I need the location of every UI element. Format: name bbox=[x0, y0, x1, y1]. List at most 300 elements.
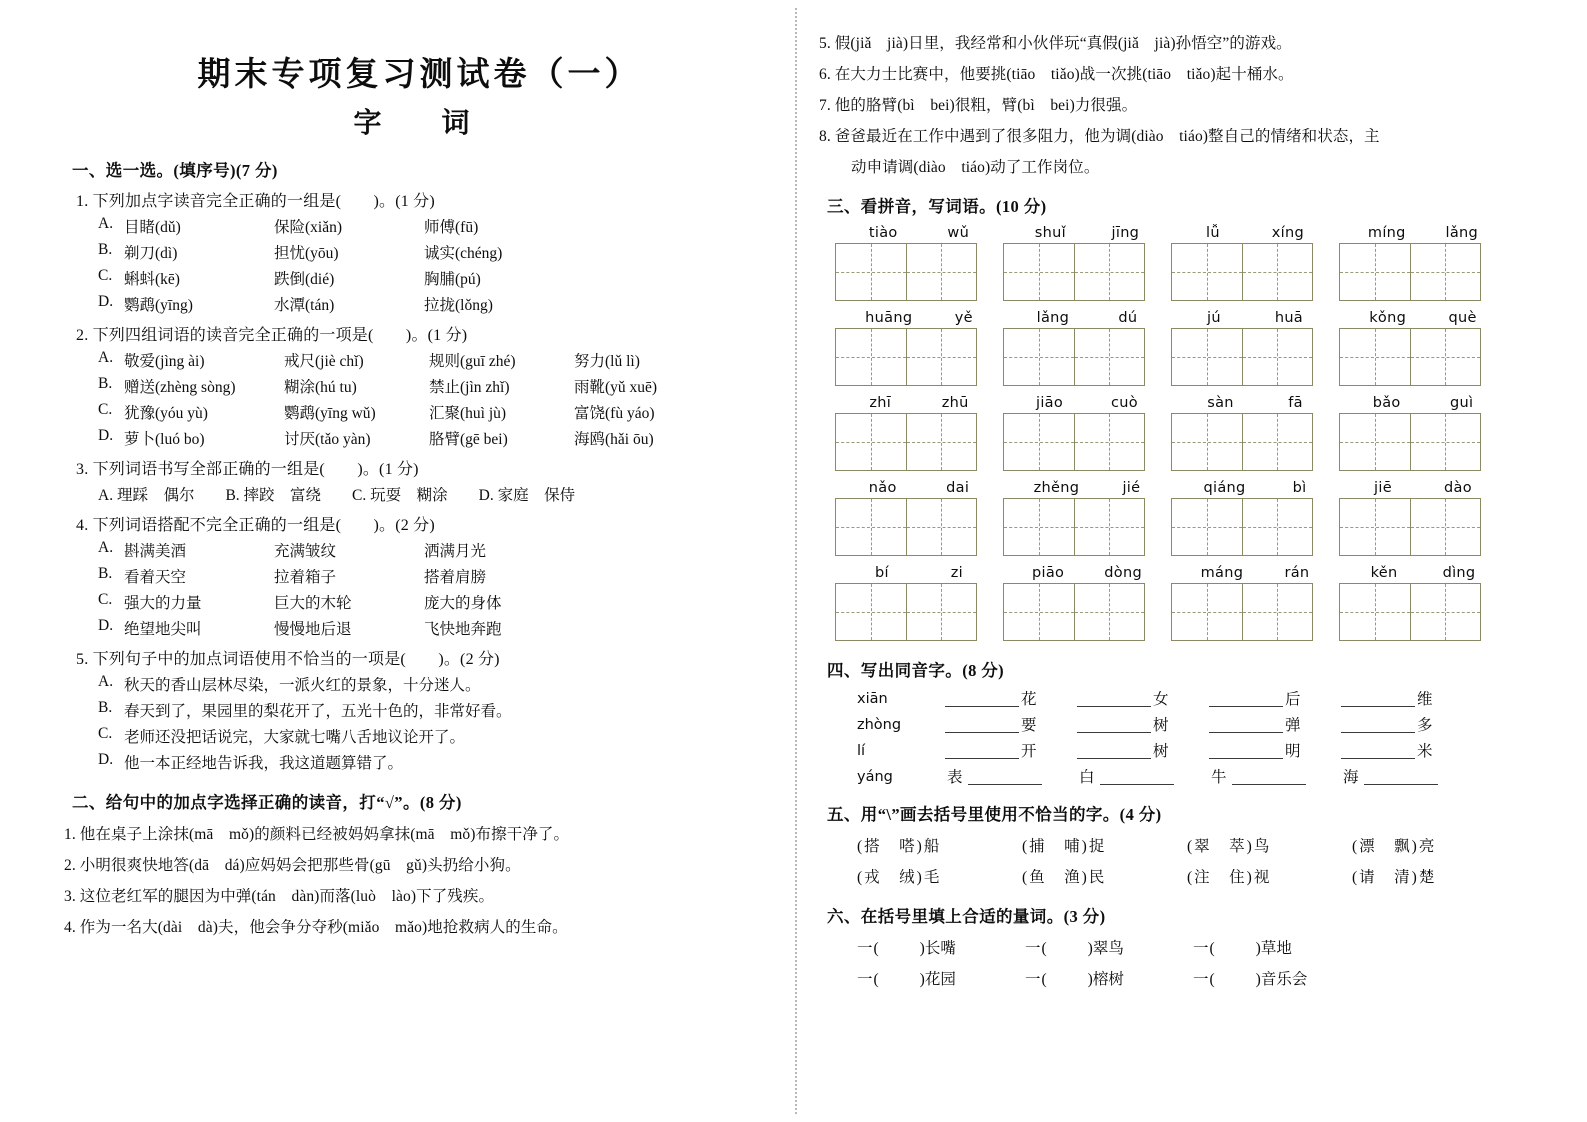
section-2-items-cont bbox=[817, 31, 1517, 177]
measure-word-cell[interactable] bbox=[1025, 936, 1193, 958]
character-box-pair[interactable] bbox=[1171, 583, 1313, 641]
homophone-pinyin: yáng bbox=[857, 769, 893, 785]
option-cell: 担忧(yōu) bbox=[274, 245, 339, 262]
measure-word-rows bbox=[817, 936, 1517, 989]
character-box[interactable] bbox=[1340, 414, 1410, 470]
pinyin-grid-item bbox=[1339, 565, 1507, 641]
character-box[interactable] bbox=[906, 584, 977, 640]
homophone-char: 明 bbox=[1285, 742, 1301, 760]
answer-blank[interactable] bbox=[1341, 741, 1415, 759]
strike-choice-cell[interactable] bbox=[857, 865, 1022, 887]
character-box[interactable] bbox=[1340, 499, 1410, 555]
pinyin-syllable: dai bbox=[946, 480, 970, 496]
pinyin-syllable: zi bbox=[950, 565, 964, 581]
character-box-pair[interactable] bbox=[1171, 243, 1313, 301]
option-row bbox=[98, 215, 777, 237]
option-cell: 糊涂(hú tu) bbox=[284, 379, 357, 396]
pinyin-syllable: lǎng bbox=[1036, 310, 1070, 326]
pinyin-syllable: huāng bbox=[865, 310, 913, 326]
measure-word-suffix: )花园 bbox=[919, 971, 956, 988]
homophone-row bbox=[857, 689, 1517, 707]
character-box[interactable] bbox=[1242, 244, 1313, 300]
section-2-item: 2. 小明很爽快地答(dā dá)应妈妈会把那些骨(gū gǔ)头扔给小狗。 bbox=[64, 857, 521, 874]
section-2-item: 4. 作为一名大(dài dà)夫，他会争分夺秒(miǎo mǎo)地抢救病人的生命。 bbox=[64, 919, 568, 936]
option-row bbox=[98, 617, 777, 639]
pinyin-grid-item bbox=[835, 310, 1003, 386]
option-row bbox=[98, 293, 777, 315]
homophone-row bbox=[857, 767, 1517, 785]
answer-blank[interactable] bbox=[1077, 715, 1151, 733]
option-label: B. bbox=[98, 241, 113, 258]
pinyin-syllable: zhī bbox=[869, 395, 892, 411]
character-box[interactable] bbox=[1074, 414, 1145, 470]
character-box[interactable] bbox=[1004, 584, 1074, 640]
character-box-pair[interactable] bbox=[1003, 328, 1145, 386]
option-text: 他一本正经地告诉我，我这道题算错了。 bbox=[124, 755, 404, 772]
question-2-stem: 2. 下列四组词语的读音完全正确的一项是( )。(1 分) bbox=[76, 327, 468, 344]
homophone-cell bbox=[945, 689, 1077, 707]
character-box[interactable] bbox=[1242, 414, 1313, 470]
pinyin-syllable: fā bbox=[1288, 395, 1303, 411]
character-box-pair[interactable] bbox=[1339, 583, 1481, 641]
character-box[interactable] bbox=[836, 584, 906, 640]
strike-choice-cell[interactable] bbox=[1022, 834, 1187, 856]
answer-blank[interactable] bbox=[945, 689, 1019, 707]
pinyin-label bbox=[1339, 310, 1507, 328]
section-3-heading: 三、看拼音，写词语。(10 分) bbox=[827, 197, 1047, 216]
option-cell: 禁止(jìn zhǐ) bbox=[429, 379, 510, 396]
measure-word-cell[interactable] bbox=[1193, 967, 1361, 989]
character-box-pair[interactable] bbox=[1339, 243, 1481, 301]
question-4-options bbox=[62, 539, 777, 639]
strike-choice-cell[interactable] bbox=[1352, 865, 1517, 887]
homophone-pinyin: xiān bbox=[857, 691, 888, 707]
character-box-pair[interactable] bbox=[1171, 413, 1313, 471]
choice-pair[interactable]: (捕 哺) bbox=[1022, 838, 1089, 855]
homophone-char: 牛 bbox=[1211, 768, 1227, 786]
option-cell: 富饶(fù yáo) bbox=[574, 405, 655, 422]
character-box[interactable] bbox=[906, 414, 977, 470]
option-cell: 萝卜(luó bo) bbox=[124, 431, 205, 448]
pinyin-grid-item bbox=[1171, 310, 1339, 386]
character-box[interactable] bbox=[836, 329, 906, 385]
pinyin-syllable: míng bbox=[1367, 225, 1406, 241]
pinyin-label bbox=[1339, 565, 1507, 583]
option-cell: 鹦鹉(yīng) bbox=[124, 297, 193, 314]
option-text: 老师还没把话说完，大家就七嘴八舌地议论开了。 bbox=[124, 729, 466, 746]
option-cell: 水潭(tán) bbox=[274, 297, 335, 314]
pinyin-syllable: wǔ bbox=[947, 225, 970, 241]
character-box[interactable] bbox=[906, 329, 977, 385]
pinyin-label bbox=[1171, 480, 1339, 498]
section-2-heading: 二、给句中的加点字选择正确的读音，打“√”。(8 分) bbox=[72, 793, 462, 812]
option-label: D. bbox=[98, 293, 114, 310]
pinyin-syllable: sàn bbox=[1207, 395, 1234, 411]
character-box[interactable] bbox=[1242, 499, 1313, 555]
option-cell: 鹦鹉(yīng wǔ) bbox=[284, 405, 376, 422]
character-box[interactable] bbox=[1410, 244, 1481, 300]
character-box-pair[interactable] bbox=[1339, 328, 1481, 386]
option-cell: 拉拢(lǒng) bbox=[424, 297, 493, 314]
character-box-pair[interactable] bbox=[1171, 328, 1313, 386]
character-box-pair[interactable] bbox=[1003, 413, 1145, 471]
section-2-item: 8. 爸爸最近在工作中遇到了很多阻力，他为调(diào tiáo)整自己的情绪和状态，主 bbox=[819, 128, 1380, 145]
measure-word-cell[interactable] bbox=[1193, 936, 1361, 958]
pinyin-grid-row bbox=[835, 310, 1517, 386]
pinyin-syllable: jú bbox=[1207, 310, 1221, 326]
option-label: D. bbox=[98, 751, 114, 768]
option-cell: 雨靴(yǔ xuē) bbox=[574, 379, 658, 396]
choice-tail-char: 视 bbox=[1253, 869, 1270, 886]
option-text: 秋天的香山层林尽染，一派火红的景象，十分迷人。 bbox=[124, 677, 481, 694]
option-cell: 汇聚(huì jù) bbox=[429, 405, 507, 422]
character-box-pair[interactable] bbox=[835, 243, 977, 301]
measure-word-prefix: 一( bbox=[1025, 940, 1048, 957]
option-cell: 规则(guī zhé) bbox=[429, 353, 516, 370]
pinyin-label bbox=[835, 565, 1003, 583]
option-row bbox=[98, 539, 777, 561]
homophone-char: 米 bbox=[1417, 742, 1433, 760]
character-box[interactable] bbox=[1004, 414, 1074, 470]
measure-word-prefix: 一( bbox=[1025, 971, 1048, 988]
character-box[interactable] bbox=[1340, 329, 1410, 385]
option-cell: 飞快地奔跑 bbox=[424, 621, 502, 638]
section-2-item: 1. 他在桌子上涂抹(mā mǒ)的颜料已经被妈妈拿抹(mā mǒ)布擦干净了。 bbox=[64, 826, 570, 843]
homophone-cell bbox=[1209, 741, 1341, 759]
section-2-item: 5. 假(jiǎ jià)日里，我经常和小伙伴玩“真假(jiǎ jià)孙悟空”的游戏。 bbox=[819, 35, 1292, 52]
measure-word-prefix: 一( bbox=[857, 971, 880, 988]
measure-word-suffix: )长嘴 bbox=[919, 940, 956, 957]
answer-blank[interactable] bbox=[945, 715, 1019, 733]
character-box[interactable] bbox=[1340, 244, 1410, 300]
option-cell: 目睹(dǔ) bbox=[124, 219, 181, 236]
option-cell: 蝌蚪(kē) bbox=[124, 271, 180, 288]
pinyin-grid-item bbox=[1171, 395, 1339, 471]
option-label: A. bbox=[98, 349, 114, 366]
option-label: C. bbox=[98, 725, 113, 742]
strike-choice-cell[interactable] bbox=[1187, 865, 1352, 887]
option-cell: 搭着肩膀 bbox=[424, 569, 487, 586]
choice-pair[interactable]: (翠 萃) bbox=[1187, 838, 1254, 855]
option-cell: 斟满美酒 bbox=[124, 543, 187, 560]
pinyin-grid bbox=[835, 225, 1517, 641]
pinyin-syllable: bǎo bbox=[1372, 395, 1401, 411]
option-cell: 戒尺(jiè chǐ) bbox=[284, 353, 364, 370]
option-row bbox=[98, 241, 777, 263]
character-box[interactable] bbox=[1172, 584, 1242, 640]
pinyin-syllable: zhěng bbox=[1033, 480, 1080, 496]
character-box[interactable] bbox=[836, 414, 906, 470]
pinyin-syllable: zhū bbox=[941, 395, 969, 411]
homophone-char: 弹 bbox=[1285, 716, 1301, 734]
homophone-pinyin: lí bbox=[857, 743, 866, 759]
homophone-rows bbox=[817, 689, 1517, 785]
character-box[interactable] bbox=[1172, 329, 1242, 385]
homophone-cell bbox=[1341, 689, 1473, 707]
question-5-options bbox=[62, 673, 777, 773]
character-box[interactable] bbox=[1004, 499, 1074, 555]
choice-pair[interactable]: (搭 嗒) bbox=[857, 838, 924, 855]
title-subtitle: 字 词 bbox=[353, 108, 486, 139]
character-box-pair[interactable] bbox=[1171, 498, 1313, 556]
option-row bbox=[98, 401, 777, 423]
question-1-stem: 1. 下列加点字读音完全正确的一组是( )。(1 分) bbox=[76, 193, 435, 210]
option-cell: 看着天空 bbox=[124, 569, 187, 586]
character-box-pair[interactable] bbox=[1003, 498, 1145, 556]
section-5-heading: 五、用“\”画去括号里使用不恰当的字。(4 分) bbox=[827, 805, 1162, 824]
option-cell: 胸脯(pú) bbox=[424, 271, 481, 288]
strike-choice-row bbox=[857, 834, 1517, 856]
character-box-pair[interactable] bbox=[835, 328, 977, 386]
choice-pair[interactable]: (戎 绒) bbox=[857, 869, 924, 886]
pinyin-syllable: tiào bbox=[868, 225, 898, 241]
pinyin-grid-item bbox=[1003, 225, 1171, 301]
character-box[interactable] bbox=[1410, 329, 1481, 385]
homophone-items bbox=[945, 741, 1473, 759]
character-box[interactable] bbox=[1172, 499, 1242, 555]
character-box-pair[interactable] bbox=[1339, 498, 1481, 556]
homophone-char: 开 bbox=[1021, 742, 1037, 760]
pinyin-syllable: yě bbox=[954, 310, 973, 326]
homophone-cell bbox=[1341, 767, 1473, 785]
measure-word-cell[interactable] bbox=[1025, 967, 1193, 989]
pinyin-grid-row bbox=[835, 480, 1517, 556]
character-box-pair[interactable] bbox=[1339, 413, 1481, 471]
pinyin-grid-item bbox=[1339, 310, 1507, 386]
answer-blank[interactable] bbox=[1100, 767, 1174, 785]
pinyin-syllable: nǎo bbox=[868, 480, 897, 496]
section-2-item: 7. 他的胳臂(bì bei)很粗，臂(bì bei)力很强。 bbox=[819, 97, 1138, 114]
homophone-char: 花 bbox=[1021, 690, 1037, 708]
choice-tail-char: 毛 bbox=[923, 869, 940, 886]
character-box-pair[interactable] bbox=[1003, 583, 1145, 641]
measure-word-suffix: )音乐会 bbox=[1255, 971, 1308, 988]
question-3-inline: A. 理踩 偶尔 B. 摔跤 富绕 C. 玩耍 糊涂 D. 家庭 保侍 bbox=[98, 487, 576, 504]
section-2-items bbox=[62, 822, 777, 937]
pinyin-label bbox=[835, 225, 1003, 243]
pinyin-label bbox=[835, 310, 1003, 328]
pinyin-syllable: shuǐ bbox=[1034, 225, 1066, 241]
pinyin-syllable: dào bbox=[1444, 480, 1472, 496]
pinyin-grid-item bbox=[835, 225, 1003, 301]
homophone-cell bbox=[945, 715, 1077, 733]
option-row bbox=[98, 349, 777, 371]
homophone-pinyin: zhòng bbox=[857, 717, 902, 733]
character-box[interactable] bbox=[1242, 329, 1313, 385]
question-3-stem: 3. 下列词语书写全部正确的一组是( )。(1 分) bbox=[76, 461, 419, 478]
answer-blank[interactable] bbox=[1341, 689, 1415, 707]
character-box[interactable] bbox=[1074, 499, 1145, 555]
choice-pair[interactable]: (漂 飘) bbox=[1352, 838, 1419, 855]
section-4-heading: 四、写出同音字。(8 分) bbox=[827, 661, 1005, 680]
strike-choice-rows bbox=[817, 834, 1517, 887]
right-column bbox=[795, 0, 1587, 1122]
option-cell: 绝望地尖叫 bbox=[124, 621, 202, 638]
option-label: D. bbox=[98, 617, 114, 634]
character-box[interactable] bbox=[1410, 499, 1481, 555]
option-row bbox=[98, 565, 777, 587]
option-cell: 充满皱纹 bbox=[274, 543, 337, 560]
pinyin-label bbox=[1339, 395, 1507, 413]
pinyin-label bbox=[1003, 225, 1171, 243]
homophone-cell bbox=[945, 741, 1077, 759]
option-row bbox=[98, 267, 777, 289]
homophone-cell bbox=[1209, 715, 1341, 733]
choice-tail-char: 捉 bbox=[1088, 838, 1105, 855]
answer-blank[interactable] bbox=[1077, 741, 1151, 759]
character-box[interactable] bbox=[836, 244, 906, 300]
choice-tail-char: 亮 bbox=[1418, 838, 1435, 855]
measure-word-cell[interactable] bbox=[857, 967, 1025, 989]
pinyin-syllable: piāo bbox=[1032, 565, 1065, 581]
character-box[interactable] bbox=[1074, 329, 1145, 385]
measure-word-cell[interactable] bbox=[857, 936, 1025, 958]
character-box-pair[interactable] bbox=[835, 498, 977, 556]
character-box[interactable] bbox=[1172, 414, 1242, 470]
pinyin-label bbox=[1003, 565, 1171, 583]
pinyin-syllable: jiē bbox=[1374, 480, 1392, 496]
answer-blank[interactable] bbox=[1232, 767, 1306, 785]
strike-choice-cell[interactable] bbox=[1022, 865, 1187, 887]
choice-tail-char: 楚 bbox=[1418, 869, 1435, 886]
section-1-heading: 一、选一选。(填序号)(7 分) bbox=[72, 161, 278, 180]
character-box[interactable] bbox=[1410, 584, 1481, 640]
option-cell: 慢慢地后退 bbox=[274, 621, 352, 638]
character-box[interactable] bbox=[1074, 584, 1145, 640]
answer-blank[interactable] bbox=[945, 741, 1019, 759]
option-row bbox=[98, 673, 777, 695]
option-cell: 强大的力量 bbox=[124, 595, 202, 612]
choice-pair[interactable]: (鱼 渔) bbox=[1022, 869, 1089, 886]
option-cell: 巨大的木轮 bbox=[274, 595, 352, 612]
pinyin-syllable: huā bbox=[1274, 310, 1303, 326]
homophone-row bbox=[857, 741, 1517, 759]
option-cell: 拉着箱子 bbox=[274, 569, 337, 586]
homophone-cell bbox=[1341, 741, 1473, 759]
character-box[interactable] bbox=[1410, 414, 1481, 470]
character-box[interactable] bbox=[1004, 329, 1074, 385]
pinyin-label bbox=[1003, 480, 1171, 498]
question-4-stem: 4. 下列词语搭配不完全正确的一组是( )。(2 分) bbox=[76, 517, 435, 534]
measure-word-prefix: 一( bbox=[1193, 940, 1216, 957]
homophone-cell bbox=[945, 767, 1077, 785]
character-box[interactable] bbox=[1004, 244, 1074, 300]
pinyin-grid-item bbox=[1339, 395, 1507, 471]
pinyin-syllable: rán bbox=[1284, 565, 1310, 581]
pinyin-grid-row bbox=[835, 225, 1517, 301]
option-label: A. bbox=[98, 673, 114, 690]
character-box-pair[interactable] bbox=[1003, 243, 1145, 301]
homophone-char: 要 bbox=[1021, 716, 1037, 734]
pinyin-grid-item bbox=[1003, 310, 1171, 386]
character-box[interactable] bbox=[1242, 584, 1313, 640]
option-cell: 赠送(zhèng sòng) bbox=[124, 379, 236, 396]
answer-blank[interactable] bbox=[968, 767, 1042, 785]
character-box[interactable] bbox=[1074, 244, 1145, 300]
pinyin-label bbox=[1171, 565, 1339, 583]
homophone-char: 女 bbox=[1153, 690, 1169, 708]
option-row bbox=[98, 375, 777, 397]
character-box[interactable] bbox=[906, 244, 977, 300]
pinyin-label bbox=[1171, 225, 1339, 243]
option-label: B. bbox=[98, 375, 113, 392]
homophone-items bbox=[945, 715, 1473, 733]
homophone-char: 树 bbox=[1153, 742, 1169, 760]
pinyin-label bbox=[1339, 480, 1507, 498]
character-box-pair[interactable] bbox=[835, 583, 977, 641]
pinyin-grid-item bbox=[835, 480, 1003, 556]
option-label: D. bbox=[98, 427, 114, 444]
question-5-stem: 5. 下列句子中的加点词语使用不恰当的一项是( )。(2 分) bbox=[76, 651, 500, 668]
pinyin-syllable: què bbox=[1448, 310, 1477, 326]
choice-pair[interactable]: (注 住) bbox=[1187, 869, 1254, 886]
pinyin-syllable: dìng bbox=[1442, 565, 1476, 581]
answer-blank[interactable] bbox=[1077, 689, 1151, 707]
character-box[interactable] bbox=[836, 499, 906, 555]
option-cell: 讨厌(tǎo yàn) bbox=[284, 431, 371, 448]
option-row bbox=[98, 427, 777, 449]
pinyin-grid-item bbox=[1003, 480, 1171, 556]
option-label: B. bbox=[98, 565, 113, 582]
homophone-char: 海 bbox=[1343, 768, 1359, 786]
strike-choice-cell[interactable] bbox=[857, 834, 1022, 856]
option-row bbox=[98, 751, 777, 773]
pinyin-grid-item bbox=[835, 395, 1003, 471]
pinyin-grid-row bbox=[835, 395, 1517, 471]
homophone-cell bbox=[1077, 689, 1209, 707]
homophone-cell bbox=[1209, 767, 1341, 785]
option-cell: 敬爱(jìng ài) bbox=[124, 353, 205, 370]
measure-word-suffix: )草地 bbox=[1255, 940, 1292, 957]
character-box[interactable] bbox=[906, 499, 977, 555]
measure-word-prefix: 一( bbox=[1193, 971, 1216, 988]
option-label: C. bbox=[98, 401, 113, 418]
homophone-cell bbox=[1077, 715, 1209, 733]
homophone-char: 维 bbox=[1417, 690, 1433, 708]
measure-word-row bbox=[857, 967, 1517, 989]
option-row bbox=[98, 591, 777, 613]
section-2-item: 动申请调(diào tiáo)动了工作岗位。 bbox=[851, 159, 1100, 176]
pinyin-label bbox=[1171, 395, 1339, 413]
character-box[interactable] bbox=[1340, 584, 1410, 640]
character-box[interactable] bbox=[1172, 244, 1242, 300]
pinyin-syllable: lǎng bbox=[1445, 225, 1479, 241]
pinyin-syllable: bì bbox=[1292, 480, 1307, 496]
pinyin-syllable: lǚ bbox=[1205, 225, 1220, 241]
strike-choice-cell[interactable] bbox=[1187, 834, 1352, 856]
section-6-heading: 六、在括号里填上合适的量词。(3 分) bbox=[827, 907, 1106, 926]
strike-choice-cell[interactable] bbox=[1352, 834, 1517, 856]
pinyin-grid-item bbox=[1171, 225, 1339, 301]
option-cell: 努力(lǔ lì) bbox=[574, 353, 640, 370]
section-2-item: 3. 这位老红军的腿因为中弹(tán dàn)而落(luò lào)下了残疾。 bbox=[64, 888, 495, 905]
answer-blank[interactable] bbox=[1364, 767, 1438, 785]
pinyin-syllable: qiáng bbox=[1203, 480, 1246, 496]
pinyin-grid-row bbox=[835, 565, 1517, 641]
pinyin-syllable: jīng bbox=[1111, 225, 1140, 241]
answer-blank[interactable] bbox=[1209, 715, 1283, 733]
option-row bbox=[98, 699, 777, 721]
homophone-cell bbox=[1077, 741, 1209, 759]
answer-blank[interactable] bbox=[1209, 741, 1283, 759]
choice-pair[interactable]: (请 清) bbox=[1352, 869, 1419, 886]
pinyin-syllable: jié bbox=[1122, 480, 1141, 496]
page-title bbox=[62, 0, 777, 141]
answer-blank[interactable] bbox=[1209, 689, 1283, 707]
character-box-pair[interactable] bbox=[835, 413, 977, 471]
answer-blank[interactable] bbox=[1341, 715, 1415, 733]
pinyin-syllable: máng bbox=[1200, 565, 1244, 581]
